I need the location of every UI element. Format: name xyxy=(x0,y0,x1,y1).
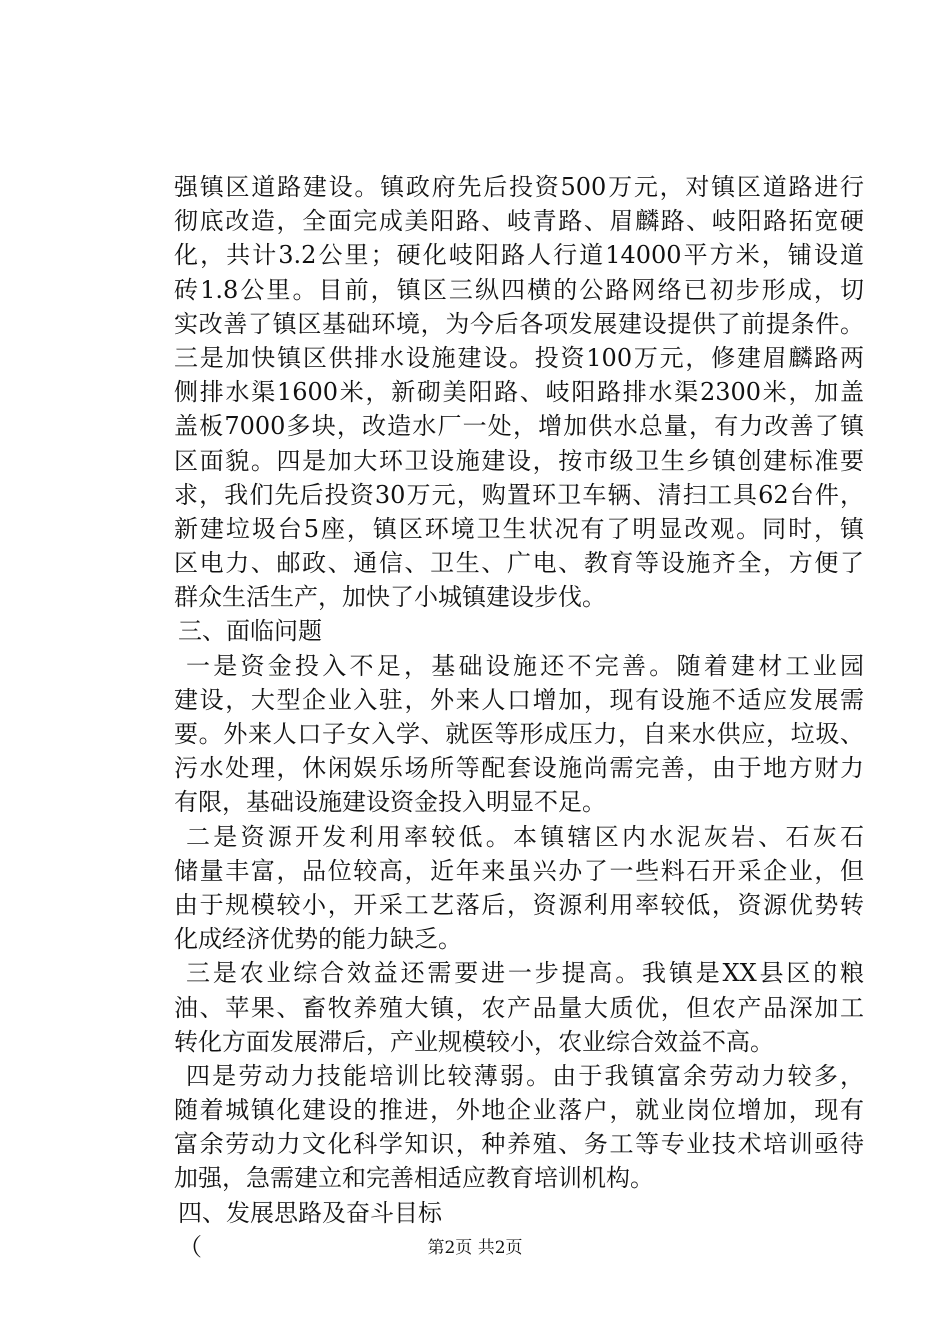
text-line: 彻底改造，全面完成美阳路、岐青路、眉麟路、岐阳路拓宽硬 xyxy=(174,207,864,236)
page-footer xyxy=(0,1236,950,1260)
text-line: 有限，基础设施建设资金投入明显不足。 xyxy=(174,788,606,817)
text-line: 加强，急需建立和完善相适应教育培训机构。 xyxy=(174,1164,654,1193)
text-line: 储量丰富，品位较高，近年来虽兴办了一些料石开采企业，但 xyxy=(174,856,864,885)
text-line: 由于规模较小，开采工艺落后，资源利用率较低，资源优势转 xyxy=(174,890,864,919)
text-line: 实改善了镇区基础环境，为今后各项发展建设提供了前提条件。 xyxy=(174,309,864,338)
text-line: 区面貌。四是加大环卫设施建设，按市级卫生乡镇创建标准要 xyxy=(174,446,864,475)
text-line: 建设，大型企业入驻，外来人口增加，现有设施不适应发展需 xyxy=(174,685,864,714)
text-line: 新建垃圾台5座，镇区环境卫生状况有了明显改观。同时，镇 xyxy=(174,514,864,543)
text-line: 砖1.8公里。目前，镇区三纵四横的公路网络已初步形成，切 xyxy=(174,275,864,304)
text-line: 污水处理，休闲娱乐场所等配套设施尚需完善，由于地方财力 xyxy=(174,754,864,783)
text-line: 强镇区道路建设。镇政府先后投资500万元，对镇区道路进行 xyxy=(174,173,864,201)
paragraph-first-line: 四是劳动力技能培训比较薄弱。由于我镇富余劳动力较多， xyxy=(186,1061,864,1090)
text-line: 侧排水渠1600米，新砌美阳路、岐阳路排水渠2300米，加盖 xyxy=(174,378,864,407)
paragraph-first-line: 二是资源开发利用率较低。本镇辖区内水泥灰岩、石灰石 xyxy=(186,822,864,851)
text-line: 求，我们先后投资30万元，购置环卫车辆、清扫工具62台件， xyxy=(174,480,864,509)
text-line: 区电力、邮政、通信、卫生、广电、教育等设施齐全，方便了 xyxy=(174,549,864,578)
text-line: 转化方面发展滞后，产业规模较小，农业综合效益不高。 xyxy=(174,1027,774,1056)
paragraph-first-line: 三是农业综合效益还需要进一步提高。我镇是XX县区的粮 xyxy=(186,959,864,988)
text-line: 油、苹果、畜牧养殖大镇，农产品量大质优，但农产品深加工 xyxy=(174,993,864,1022)
text-line: 要。外来人口子女入学、就医等形成压力，自来水供应，垃圾、 xyxy=(174,720,864,748)
section-heading: 四、发展思路及奋斗目标 xyxy=(178,1198,442,1227)
text-line: 随着城镇化建设的推进，外地企业落户，就业岗位增加，现有 xyxy=(174,1096,864,1125)
text-line: （ xyxy=(178,1232,202,1261)
section-heading: 三、面临问题 xyxy=(178,617,322,646)
text-line: 群众生活生产，加快了小城镇建设步伐。 xyxy=(174,583,606,612)
paragraph-first-line: 一是资金投入不足，基础设施还不完善。随着建材工业园 xyxy=(186,651,864,680)
text-line: 富余劳动力文化科学知识，种养殖、务工等专业技术培训亟待 xyxy=(174,1130,864,1159)
text-line: 三是加快镇区供排水设施建设。投资100万元，修建眉麟路两 xyxy=(174,343,864,372)
text-line: 盖板7000多块，改造水厂一处，增加供水总量，有力改善了镇 xyxy=(174,412,864,441)
text-line: 化，共计3.2公里；硬化岐阳路人行道14000平方米，铺设道 xyxy=(174,241,864,270)
document-body xyxy=(174,170,864,1264)
page-number-label: 第2页 共2页 xyxy=(427,1238,523,1258)
text-line: 化成经济优势的能力缺乏。 xyxy=(174,925,462,954)
